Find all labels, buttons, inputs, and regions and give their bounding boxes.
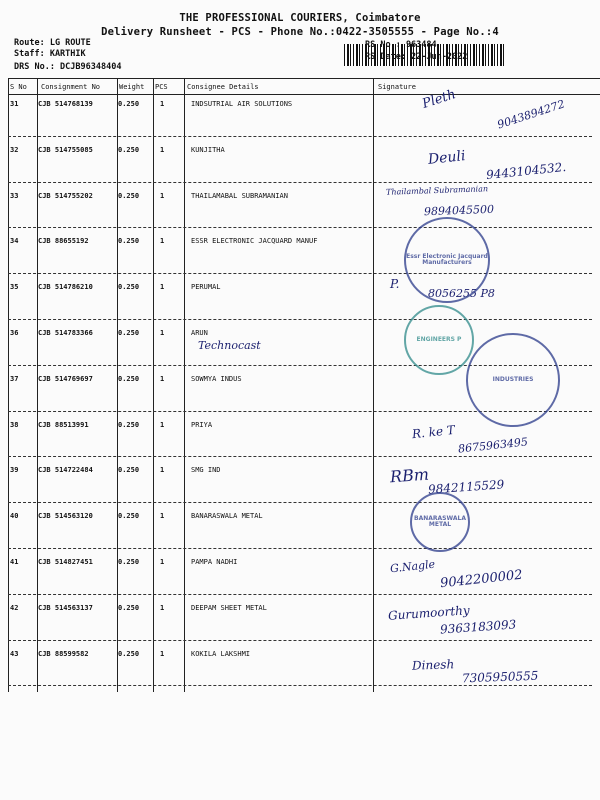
company-stamp: ENGINEERS P [404,305,474,375]
row-separator [8,227,592,228]
row-consignment-no: CJB 514755202 [38,191,93,200]
row-separator [8,685,592,686]
row-sno: 37 [10,374,19,383]
staff-label: Staff: KARTHIK [14,49,86,59]
row-signature: Pleth [420,87,458,112]
company-stamp: Essr Electronic Jacquard Manufacturers [404,217,490,303]
row-separator [8,136,592,137]
row-pcs: 1 [160,420,165,429]
row-consignment-no: CJB 88513991 [38,420,89,429]
row-weight: 0.250 [118,191,140,200]
row-consignee: PAMPA NADHI [191,558,238,566]
row-consignment-no: CJB 514786210 [38,283,93,292]
row-separator [8,548,592,549]
row-pcs: 1 [160,191,165,200]
row-pcs: 1 [160,329,165,337]
row-phone-handwritten: 8675963495 [457,434,529,456]
row-sno: 39 [10,466,19,475]
runsheet-table [8,78,600,692]
row-weight: 0.250 [118,283,140,292]
col-divider [117,78,118,692]
row-consignment-no: CJB 514827451 [38,558,93,566]
row-phone-handwritten: 9363183093 [439,617,517,637]
row-phone-handwritten: 9042200002 [439,567,524,592]
row-weight: 0.250 [118,237,140,246]
row-weight: 0.250 [118,603,140,612]
row-sno: 34 [10,237,19,246]
row-sno: 33 [10,191,19,200]
row-separator [8,182,592,183]
col-divider [153,78,154,692]
row-separator [8,456,592,457]
row-phone-handwritten: 9894045500 [423,202,495,218]
row-weight: 0.250 [118,558,140,566]
col-header-signature: Signature [378,83,416,91]
row-weight: 0.250 [118,145,140,154]
row-consignee: ESSR ELECTRONIC JACQUARD MANUF [191,237,318,246]
row-consignee: PRIYA [191,420,213,429]
row-consignee: BANARASWALA METAL [191,512,263,521]
row-consignment-no: CJB 514768139 [38,100,93,108]
col-header-weight: Weight [119,83,145,91]
row-pcs: 1 [160,558,165,566]
row-separator [8,640,592,641]
row-sno: 32 [10,145,19,154]
col-divider [37,78,38,692]
row-signature: P. [390,277,400,292]
row-pcs: 1 [160,283,165,292]
row-pcs: 1 [160,145,165,154]
row-sno: 43 [10,649,19,658]
row-signature: G.Nagle [389,557,436,576]
row-consignment-no: CJB 514769697 [38,374,93,383]
row-separator [8,594,592,595]
row-consignee: DEEPAM SHEET METAL [191,603,267,612]
row-sno: 35 [10,283,19,292]
rs-date: RS Date: 22-Jun-2022 [365,52,468,62]
table-top-border [8,78,600,79]
row-pcs: 1 [160,374,165,383]
row-consignment-no: CJB 514563137 [38,603,93,612]
header-bottom-border [8,94,600,95]
row-weight: 0.250 [118,374,140,383]
row-sno: 31 [10,100,19,108]
row-sno: 41 [10,558,19,566]
col-header-pcs: PCS [155,83,168,91]
row-signature: Gurumoorthy [387,602,471,623]
row-signature: Deuli [427,147,467,168]
row-separator [8,502,592,503]
col-divider [373,78,374,692]
row-weight: 0.250 [118,512,140,521]
row-signature: RBm [389,465,430,487]
row-pcs: 1 [160,466,165,475]
company-stamp: INDUSTRIES [466,333,560,427]
row-separator [8,273,592,274]
row-consignee: ARUN [191,329,208,337]
runsheet-subtitle: Delivery Runsheet - PCS - Phone No.:0422-3505555 - Page No.:4 [101,26,499,38]
row-consignee: SOWMYA INDUS [191,374,242,383]
row-consignee: THAILAMABAL SUBRAMANIAN [191,191,288,200]
runsheet-title: THE PROFESSIONAL COURIERS, Coimbatore [179,12,421,24]
row-handwritten-note: Technocast [198,339,261,352]
row-weight: 0.250 [118,100,140,108]
col-header-consignee: Consignee Details [187,83,259,91]
row-pcs: 1 [160,100,165,108]
row-weight: 0.250 [118,466,140,475]
row-consignment-no: CJB 514783366 [38,329,93,337]
row-phone-handwritten: 8056255 P8 [428,287,495,301]
row-weight: 0.250 [118,329,140,337]
row-sno: 38 [10,420,19,429]
row-consignee: PERUMAL [191,283,221,292]
row-phone-handwritten: 7305950555 [461,668,539,685]
row-pcs: 1 [160,512,165,521]
row-weight: 0.250 [118,649,140,658]
row-phone-handwritten: 9043894272 [495,97,567,132]
row-pcs: 1 [160,603,165,612]
row-consignee: KUNJITHA [191,145,225,154]
row-pcs: 1 [160,649,165,658]
row-consignee: INDSUTRIAL AIR SOLUTIONS [191,100,293,108]
row-phone-handwritten: 9842115529 [427,477,505,498]
col-divider [184,78,185,692]
row-sno: 36 [10,329,19,337]
company-stamp: BANARASWALA METAL [410,492,470,552]
rs-number: RS No.: 963484 [365,40,437,50]
row-phone-handwritten: 9443104532. [485,159,567,182]
row-consignment-no: CJB 514722484 [38,466,93,475]
col-header-consignment: Consignment No [41,83,101,91]
row-consignee: KOKILA LAKSHMI [191,649,251,658]
row-consignee: SMG IND [191,466,221,475]
row-consignment-no: CJB 514755085 [38,145,93,154]
drs-number: DRS No.: DCJB96348404 [14,62,122,72]
row-consignment-no: CJB 514563120 [38,512,93,521]
row-signature: R. ke T [411,422,456,441]
row-pcs: 1 [160,237,165,246]
row-consignment-no: CJB 88599582 [38,649,89,658]
row-sno: 40 [10,512,19,521]
route-label: Route: LG ROUTE [14,38,91,48]
row-signature: Thailambal Subramanian [385,183,489,197]
row-separator [8,319,592,320]
col-header-sno: S No [10,83,27,91]
row-weight: 0.250 [118,420,140,429]
row-consignment-no: CJB 88655192 [38,237,89,246]
row-sno: 42 [10,603,19,612]
col-divider [8,78,9,692]
row-signature: Dinesh [411,656,455,673]
